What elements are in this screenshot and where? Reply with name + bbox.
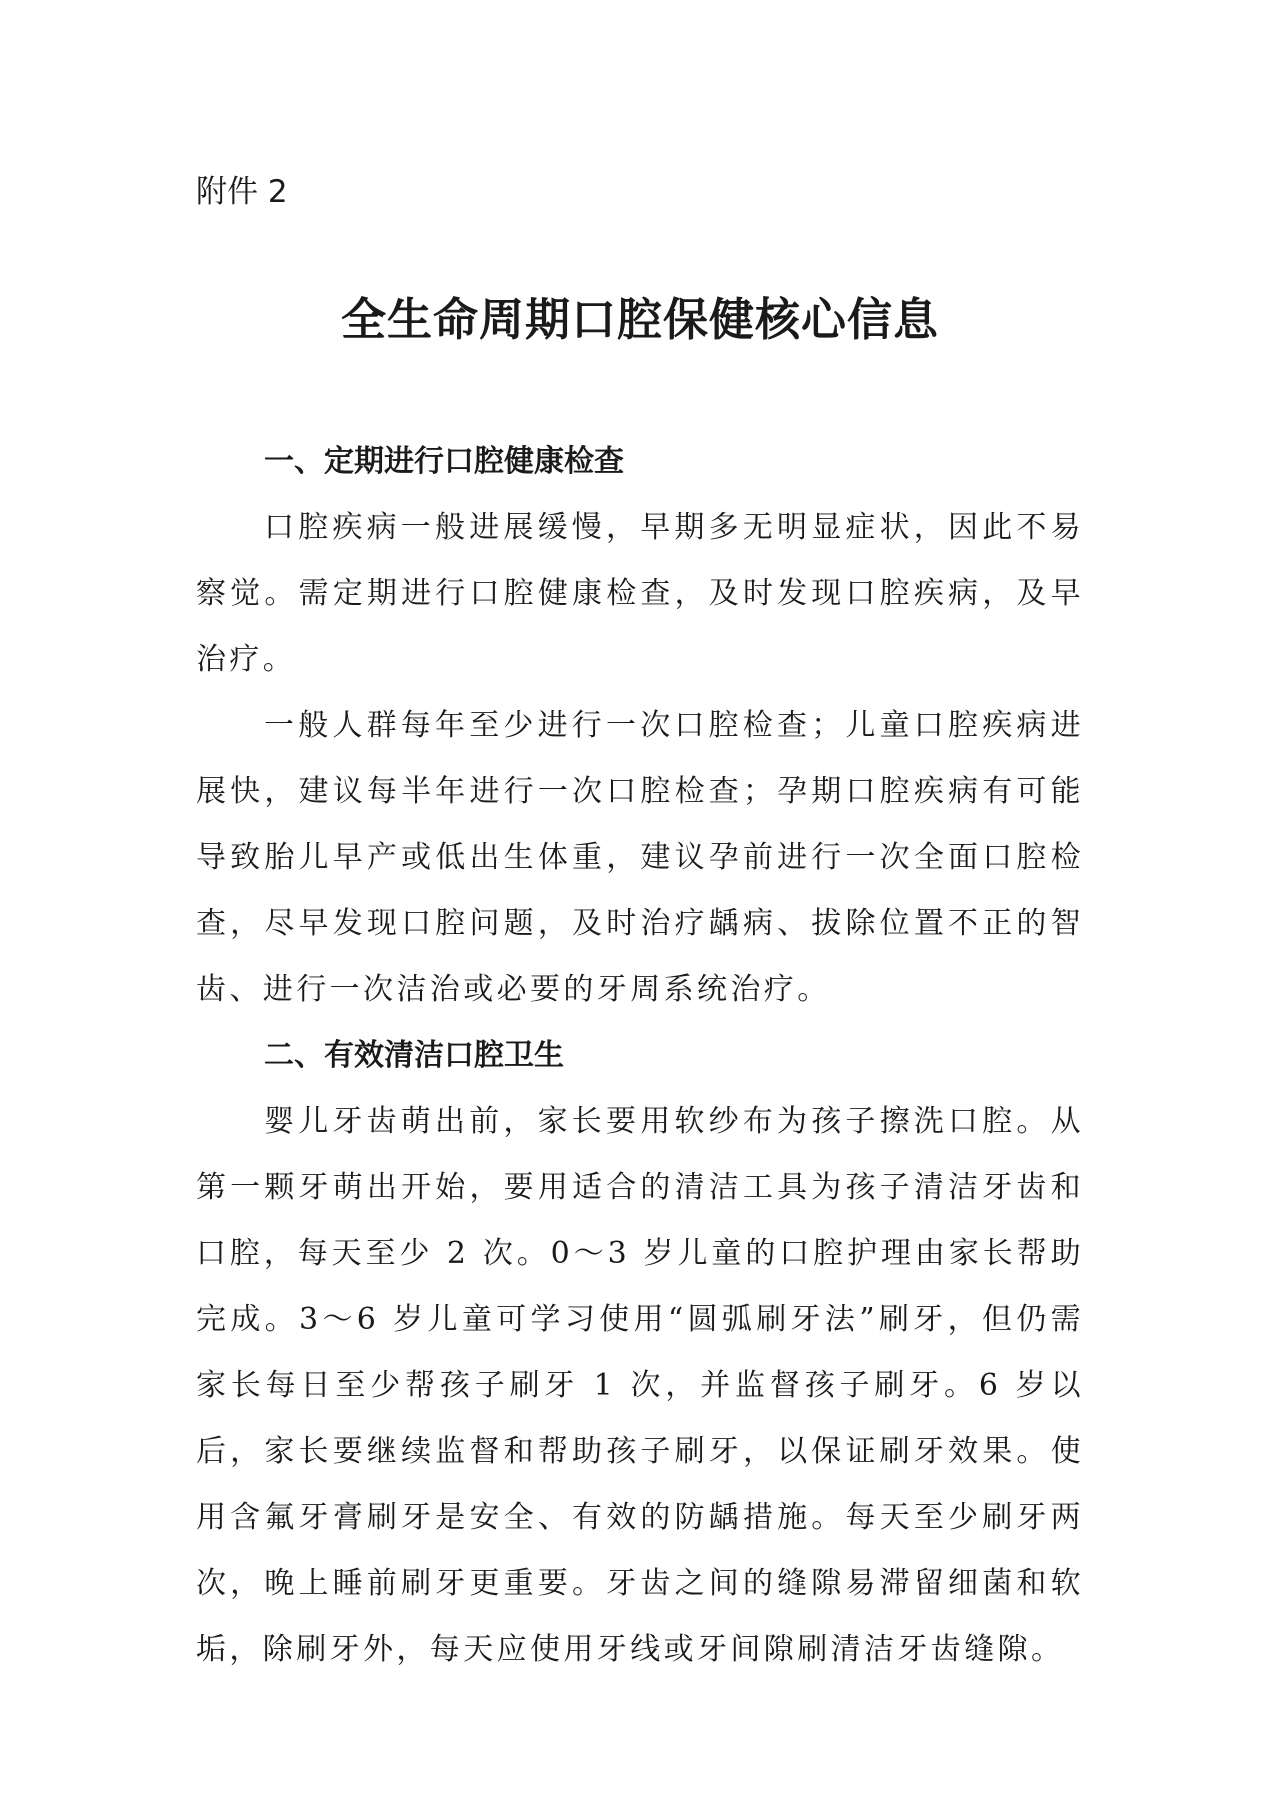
section-heading: 一、定期进行口腔健康检查	[264, 444, 624, 479]
section-1	[196, 429, 1084, 1023]
section-heading: 二、有效清洁口腔卫生	[264, 1038, 564, 1073]
attachment-label: 附件 2	[196, 174, 288, 210]
section-2	[196, 1023, 1084, 1683]
paragraph: 一般人群每年至少进行一次口腔检查；儿童口腔疾病进展快，建议每半年进行一次口腔检查；孕期口腔疾病有可能导致胎儿早产或低出生体重，建议孕前进行一次全面口腔检查，尽早发现口腔问题，及时治疗龋病、拔除位置不正的智齿、进行一次洁治或必要的牙周系统治疗。	[196, 708, 1084, 1007]
paragraph: 口腔疾病一般进展缓慢，早期多无明显症状，因此不易察觉。需定期进行口腔健康检查，及时发现口腔疾病，及早治疗。	[196, 510, 1084, 677]
paragraph: 婴儿牙齿萌出前，家长要用软纱布为孩子擦洗口腔。从第一颗牙萌出开始，要用适合的清洁工具为孩子清洁牙齿和口腔，每天至少 2 次。0～3 岁儿童的口腔护理由家长帮助完成。3～6 岁儿童可学习使用“圆弧刷牙法”刷牙，但仍需家长每日至少帮孩子刷牙 1 次，并监督孩子刷牙。6 岁以后，家长要继续监督和帮助孩子刷牙，以保证刷牙效果。使用含氟牙膏刷牙是安全、有效的防龋措施。每天至少刷牙两次，晚上睡前刷牙更重要。牙齿之间的缝隙易滞留细菌和软垢，除刷牙外，每天应使用牙线或牙间隙刷清洁牙齿缝隙。	[196, 1104, 1084, 1667]
document-title: 全生命周期口腔保健核心信息	[340, 293, 939, 346]
document-body	[196, 429, 1084, 1683]
